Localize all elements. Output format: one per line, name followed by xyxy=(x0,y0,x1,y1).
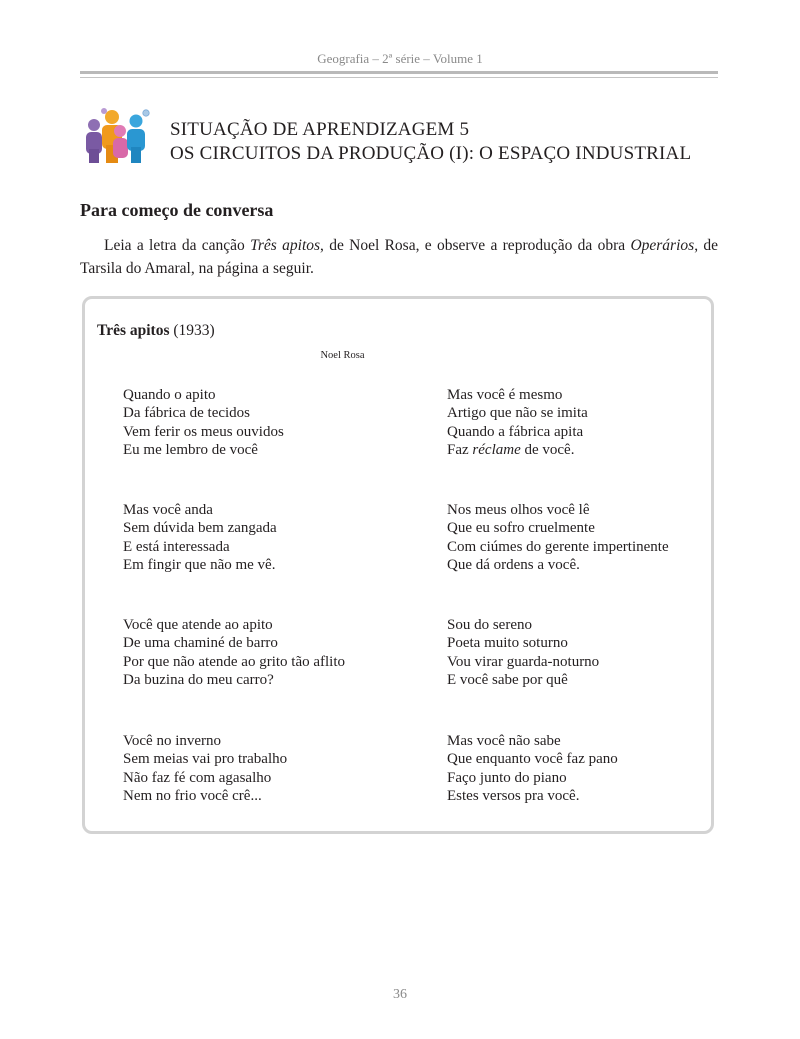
lyric-line: De uma chaminé de barro xyxy=(123,635,278,652)
lyric-line: Em fingir que não me vê. xyxy=(123,556,276,573)
lyric-line: Por que não atende ao grito tão aflito xyxy=(123,653,346,670)
lyric-line: Vou virar guarda-noturno xyxy=(447,653,600,670)
intro-paragraph xyxy=(80,234,718,280)
page-number: 36 xyxy=(393,987,407,1002)
lyric-fragment: de você. xyxy=(520,441,575,458)
lyric-line: Quando o apito xyxy=(123,387,216,403)
subheading: Para começo de conversa xyxy=(80,200,274,220)
stanza-right-3 xyxy=(447,616,599,689)
lyric-line: Nem no frio você crê... xyxy=(123,787,262,804)
stanza-left-1 xyxy=(123,386,284,459)
lyric-line: Sem dúvida bem zangada xyxy=(123,520,277,537)
stanza-right-4 xyxy=(447,732,618,805)
lyric-line: Você no inverno xyxy=(123,733,222,749)
intro-song-title: Três apitos xyxy=(250,237,321,254)
lyric-italic-word: réclame xyxy=(472,441,521,458)
stanza-right-2 xyxy=(447,501,669,574)
stanza-left-3 xyxy=(123,616,345,689)
lyric-line: Mas você não sabe xyxy=(447,733,561,749)
lyric-line: Vem ferir os meus ouvidos xyxy=(123,423,284,440)
lyric-line: E você sabe por quê xyxy=(447,671,568,688)
song-year: (1933) xyxy=(173,322,215,339)
lyric-line: Sem meias vai pro trabalho xyxy=(123,751,288,768)
stanza-left-4 xyxy=(123,732,287,805)
lyric-fragment: Faz xyxy=(447,441,473,458)
lyric-line: E está interessada xyxy=(123,538,230,555)
header-rule-thin xyxy=(80,77,718,78)
lyric-line: Da buzina do meu carro? xyxy=(123,671,274,688)
song-author: Noel Rosa xyxy=(320,350,365,361)
lyric-line: Mas você é mesmo xyxy=(447,387,563,403)
lyric-line: Com ciúmes do gerente impertinente xyxy=(447,538,669,555)
stanza-right-1 xyxy=(447,386,588,459)
section-title-line1: SITUAÇÃO DE APRENDIZAGEM 5 xyxy=(170,119,470,140)
lyric-line: Eu me lembro de você xyxy=(123,441,258,458)
lyric-line: Artigo que não se imita xyxy=(447,405,588,422)
section-title-line2: OS CIRCUITOS DA PRODUÇÃO (I): O ESPAÇO INDUSTRIAL xyxy=(170,143,692,164)
lyric-line: Não faz fé com agasalho xyxy=(123,769,272,786)
lyric-line: Faço junto do piano xyxy=(447,769,567,786)
lyric-line: Quando a fábrica apita xyxy=(447,423,584,440)
people-figures-icon xyxy=(80,105,152,165)
lyric-line: Mas você anda xyxy=(123,502,213,518)
lyric-line: Sou do sereno xyxy=(447,617,532,633)
intro-work-title: Operários xyxy=(630,237,695,254)
lyric-line: Poeta muito soturno xyxy=(447,635,568,652)
lyric-line: Nos meus olhos você lê xyxy=(447,502,590,518)
lyric-line: Que eu sofro cruelmente xyxy=(447,520,595,537)
running-head: Geografia – 2ª série – Volume 1 xyxy=(317,51,483,66)
stanza-left-2 xyxy=(123,501,277,574)
intro-part3: , de Tarsila do Amaral, na página a seguir. xyxy=(80,237,718,277)
lyric-line xyxy=(447,441,588,459)
lyric-line: Estes versos pra você. xyxy=(447,787,580,804)
section-title xyxy=(170,118,691,166)
lyric-line: Da fábrica de tecidos xyxy=(123,405,251,422)
lyric-line: Que enquanto você faz pano xyxy=(447,751,618,768)
lyrics-box xyxy=(82,296,714,834)
song-title-name: Três apitos xyxy=(97,322,170,339)
intro-part1: Leia a letra da canção xyxy=(104,237,251,254)
lyric-line: Que dá ordens a você. xyxy=(447,556,580,573)
header-rule-thick xyxy=(80,71,718,74)
lyric-line: Você que atende ao apito xyxy=(123,617,273,633)
intro-part2: , de Noel Rosa, e observe a reprodução da obra xyxy=(320,237,631,254)
song-title xyxy=(97,322,215,340)
